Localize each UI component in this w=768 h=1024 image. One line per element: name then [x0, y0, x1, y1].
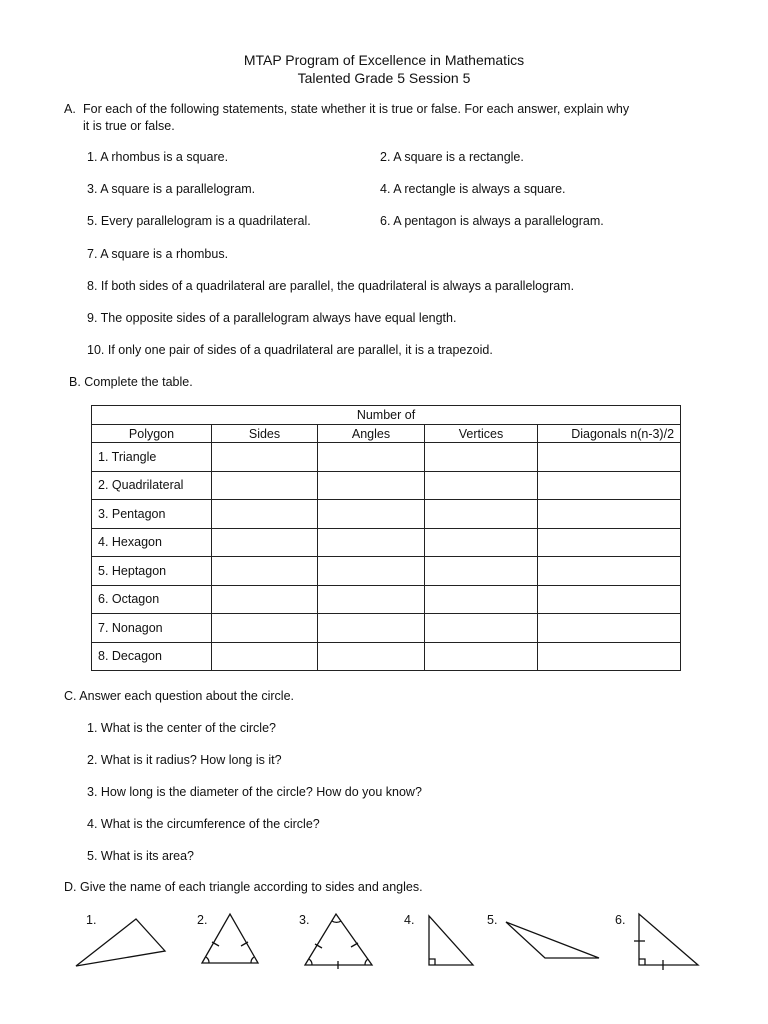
answer-cell[interactable]: [212, 500, 318, 529]
polygon-table: [91, 405, 681, 671]
part-a-item: 4. A rectangle is always a square.: [380, 182, 566, 196]
part-a-item: 6. A pentagon is always a parallelogram.: [380, 214, 604, 228]
part-a-item: 7. A square is a rhombus.: [87, 247, 229, 261]
part-c-question: 4. What is the circumference of the circle?: [87, 817, 320, 831]
column-header: Angles: [318, 425, 425, 443]
table-group-header: Number of: [92, 406, 681, 425]
part-d-instruction: D. Give the name of each triangle according to sides and angles.: [64, 880, 423, 894]
part-c-question: 5. What is its area?: [87, 849, 194, 863]
triangle-5-figure: [506, 922, 599, 958]
part-c-question: 2. What is it radius? How long is it?: [87, 753, 282, 767]
part-a-instruction-line2: it is true or false.: [83, 119, 175, 133]
triangle-2-figure: [202, 914, 258, 963]
answer-cell[interactable]: [538, 471, 681, 500]
answer-cell[interactable]: [538, 500, 681, 529]
triangle-label: 6.: [615, 913, 626, 927]
column-header: Sides: [212, 425, 318, 443]
answer-cell[interactable]: [538, 557, 681, 586]
part-a-item: 2. A square is a rectangle.: [380, 150, 524, 164]
worksheet-title: MTAP Program of Excellence in Mathematics: [243, 52, 525, 68]
answer-cell[interactable]: [425, 614, 538, 643]
answer-cell[interactable]: [425, 528, 538, 557]
answer-cell[interactable]: [212, 443, 318, 472]
answer-cell[interactable]: [425, 557, 538, 586]
part-b-instruction: B. Complete the table.: [69, 375, 193, 389]
polygon-name-cell: 7. Nonagon: [92, 614, 212, 643]
part-a-item: 5. Every parallelogram is a quadrilateral.: [87, 214, 311, 228]
triangle-1-figure: [76, 919, 165, 966]
answer-cell[interactable]: [318, 500, 425, 529]
column-header: Diagonals n(n-3)/2: [538, 425, 681, 443]
answer-cell[interactable]: [425, 585, 538, 614]
answer-cell[interactable]: [212, 557, 318, 586]
polygon-name-cell: 8. Decagon: [92, 642, 212, 671]
part-a-item: 8. If both sides of a quadrilateral are parallel, the quadrilateral is always a parallelogram.: [87, 279, 575, 293]
polygon-name-cell: 2. Quadrilateral: [92, 471, 212, 500]
answer-cell[interactable]: [212, 528, 318, 557]
answer-cell[interactable]: [318, 557, 425, 586]
triangle-label: 1.: [86, 913, 97, 927]
part-c-question: 1. What is the center of the circle?: [87, 721, 276, 735]
answer-cell[interactable]: [425, 500, 538, 529]
column-header: Polygon: [92, 425, 212, 443]
triangle-3-figure: [305, 914, 372, 969]
answer-cell[interactable]: [212, 471, 318, 500]
answer-cell[interactable]: [425, 443, 538, 472]
table-row: [92, 471, 681, 500]
table-row: [92, 528, 681, 557]
answer-cell[interactable]: [212, 614, 318, 643]
part-c-question: 3. How long is the diameter of the circle? How do you know?: [87, 785, 422, 799]
worksheet-subtitle: Talented Grade 5 Session 5: [297, 70, 471, 86]
answer-cell[interactable]: [538, 585, 681, 614]
polygon-name-cell: 5. Heptagon: [92, 557, 212, 586]
part-a-item: 1. A rhombus is a square.: [87, 150, 229, 164]
part-a-label: A.: [64, 102, 76, 116]
table-row: [92, 614, 681, 643]
answer-cell[interactable]: [318, 642, 425, 671]
triangle-label: 2.: [197, 913, 208, 927]
answer-cell[interactable]: [212, 585, 318, 614]
answer-cell[interactable]: [538, 614, 681, 643]
table-row: [92, 585, 681, 614]
part-a-item: 10. If only one pair of sides of a quadrilateral are parallel, it is a trapezoid.: [87, 343, 493, 357]
triangle-6-figure: [634, 914, 698, 970]
table-row: [92, 443, 681, 472]
triangle-figures: [0, 900, 768, 980]
triangle-label: 4.: [404, 913, 415, 927]
answer-cell[interactable]: [318, 443, 425, 472]
answer-cell[interactable]: [538, 443, 681, 472]
triangle-label: 3.: [299, 913, 310, 927]
table-row: [92, 500, 681, 529]
part-a-item: 3. A square is a parallelogram.: [87, 182, 256, 196]
answer-cell[interactable]: [425, 471, 538, 500]
polygon-name-cell: 3. Pentagon: [92, 500, 212, 529]
triangle-4-figure: [429, 916, 473, 965]
part-a-item: 9. The opposite sides of a parallelogram always have equal length.: [87, 311, 457, 325]
part-c-instruction: C. Answer each question about the circle.: [64, 689, 294, 703]
triangle-label: 5.: [487, 913, 498, 927]
answer-cell[interactable]: [318, 528, 425, 557]
part-a-instruction-line1: For each of the following statements, state whether it is true or false. For each answer, explain why: [83, 102, 630, 116]
answer-cell[interactable]: [425, 642, 538, 671]
answer-cell[interactable]: [318, 614, 425, 643]
polygon-name-cell: 4. Hexagon: [92, 528, 212, 557]
table-row: [92, 557, 681, 586]
answer-cell[interactable]: [538, 528, 681, 557]
answer-cell[interactable]: [318, 585, 425, 614]
table-row: [92, 642, 681, 671]
polygon-name-cell: 1. Triangle: [92, 443, 212, 472]
answer-cell[interactable]: [538, 642, 681, 671]
answer-cell[interactable]: [212, 642, 318, 671]
polygon-name-cell: 6. Octagon: [92, 585, 212, 614]
column-header: Vertices: [425, 425, 538, 443]
answer-cell[interactable]: [318, 471, 425, 500]
